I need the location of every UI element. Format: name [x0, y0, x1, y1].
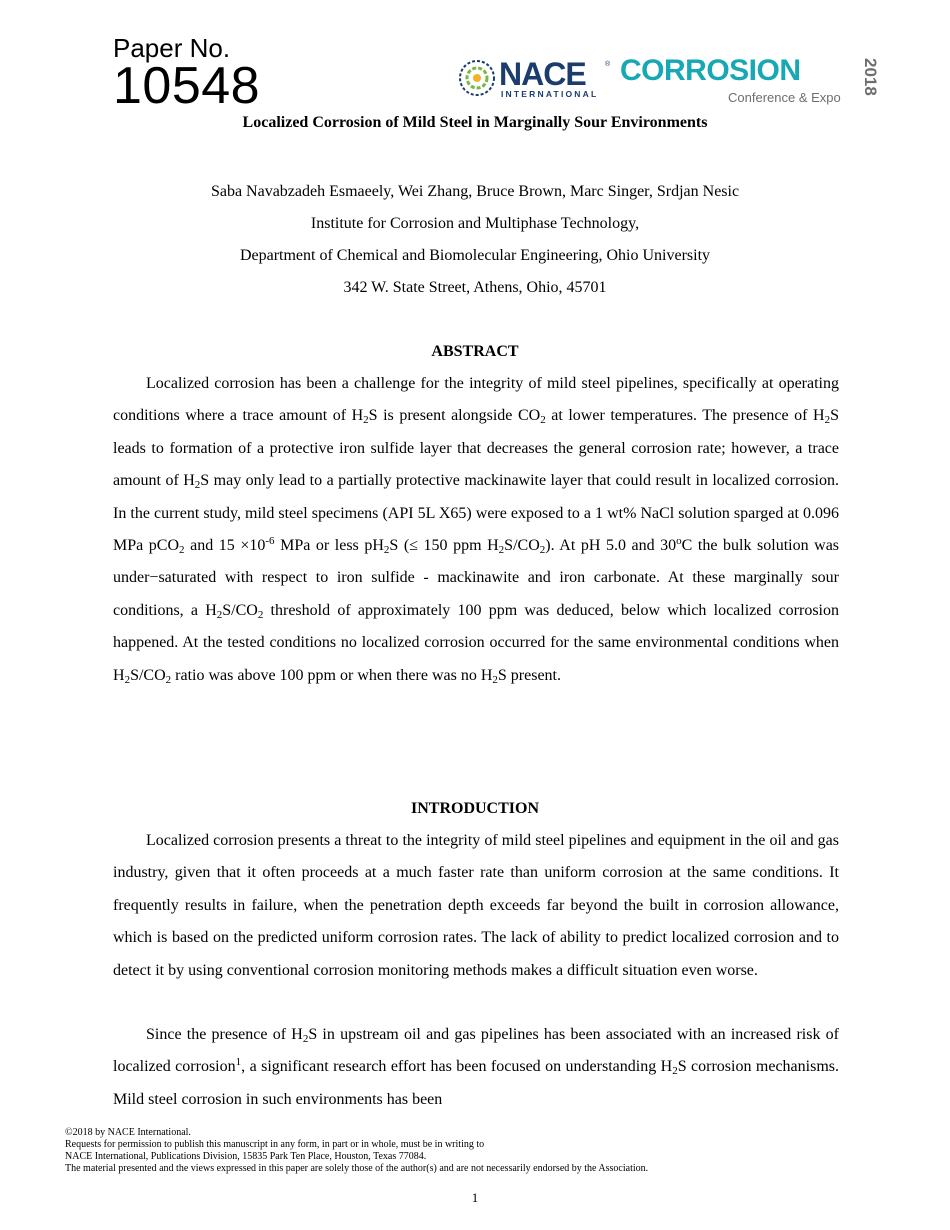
footer-address: NACE International, Publications Division, 15835 Park Ten Place, Houston, Texas 77084.	[65, 1151, 427, 1162]
nace-corrosion-logo	[455, 52, 895, 112]
logo-year-text: 2018	[861, 58, 880, 96]
introduction-heading: INTRODUCTION	[410, 800, 539, 817]
logo-corrosion-text: CORROSION	[620, 54, 801, 87]
author-department: Department of Chemical and Biomolecular Engineering, Ohio University	[239, 247, 711, 264]
copyright-footer	[65, 1127, 885, 1175]
author-address: 342 W. State Street, Athens, Ohio, 45701	[343, 279, 607, 296]
logo-nace-text: NACE	[499, 56, 586, 92]
logo-international-text: INTERNATIONAL	[501, 89, 599, 99]
page-number: 1	[471, 1190, 479, 1205]
introduction-paragraph-1: Localized corrosion presents a threat to the integrity of mild steel pipelines and equipment in the oil and gas industry, given that it often proceeds at a much faster rate than uniform corrosion at the same conditions. It frequently results in failure, when the penetration depth exceeds far beyond the built in corrosion allowance, which is based on the predicted uniform corrosion rates. The lack of ability to predict localized corrosion and to detect it by using conventional corrosion monitoring methods makes a difficult situation even worse.	[113, 832, 839, 979]
paper-number: 10548	[113, 57, 261, 115]
footer-permission: Requests for permission to publish this manuscript in any form, in part or in whole, must be in writing to	[65, 1139, 485, 1150]
nace-globe-icon	[460, 61, 494, 95]
abstract-heading: ABSTRACT	[431, 343, 519, 360]
introduction-paragraph-2: Since the presence of $H_2S$ in upstream oil and gas pipelines has been associated with an increased risk of localized corrosion$^1$, a significant research effort has been focused on understanding $H_2S$ corrosion mechanisms. Mild steel corrosion in such environments has been	[113, 1026, 840, 1108]
logo-conference-text: Conference & Expo	[728, 90, 841, 105]
author-block	[0, 176, 950, 304]
author-institute: Institute for Corrosion and Multiphase Technology,	[310, 215, 640, 232]
abstract-paragraph: Localized corrosion has been a challenge for the integrity of mild steel pipelines, specifically at operating conditions where a trace amount of $H_2S$ is present alongside $CO_2$ at lower temperatures. The presence of $H_2S$ leads to formation of a protective iron sulfide layer that decreases the general corrosion rate; however, a trace amount of $H_2S$ may only lead to a partially protective mackinawite layer that could result in localized corrosion. In the current study, mild steel specimens (API 5L X65) were exposed to a 1 wt% NaCl solution sparged at 0.096 MPa pCO$_2$ and $15 \times 10^{-6}$ MPa or less $pH_2S$ (≤ 150 ppm $H_2S/CO_2$). At pH 5.0 and 30$^o$C the bulk solution was under−saturated with respect to iron sulfide - mackinawite and iron carbonate. At these marginally sour conditions, a $H_2S/CO_2$ threshold of approximately 100 ppm was deduced, below which localized corrosion happened. At the tested conditions no localized corrosion occurred for the same environmental conditions when $H_2S/CO_2$ ratio was above 100 ppm or when there was no $H_2S$ present.	[113, 375, 840, 686]
footer-copyright: ©2018 by NACE International.	[65, 1127, 191, 1138]
footer-disclaimer: The material presented and the views expressed in this paper are solely those of the author(s) and are not necessarily endorsed by the Association.	[65, 1163, 649, 1174]
paper-number-block	[113, 33, 261, 115]
paper-number-label: Paper No.	[113, 33, 231, 63]
svg-text:®: ®	[605, 61, 611, 68]
author-names: Saba Navabzadeh Esmaeely, Wei Zhang, Bruce Brown, Marc Singer, Srdjan Nesic	[210, 183, 740, 200]
paper-title: Localized Corrosion of Mild Steel in Marginally Sour Environments	[242, 114, 708, 131]
